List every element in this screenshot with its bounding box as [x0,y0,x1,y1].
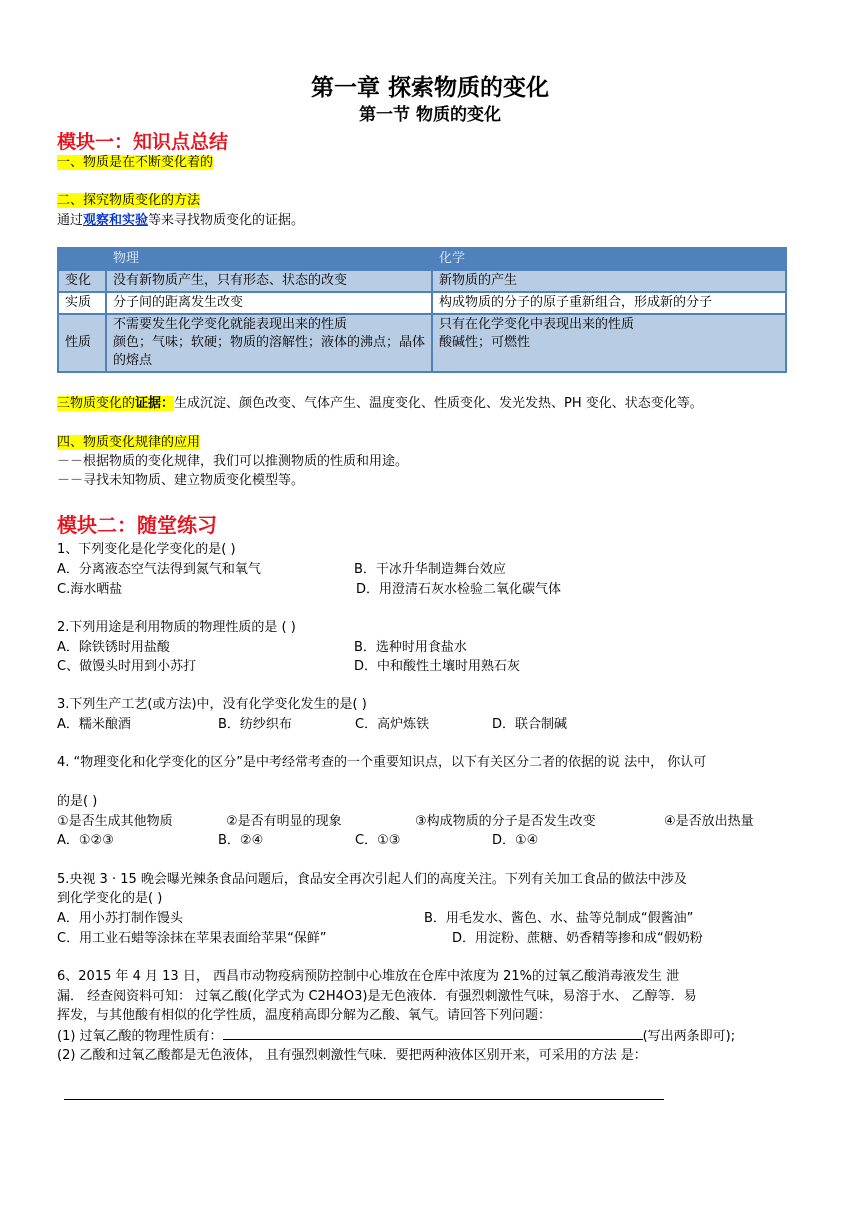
q4-option-a: A．①②③ [57,833,114,848]
module1-section1 [57,154,213,172]
chapter-title: 第一章 探索物质的变化 [310,75,549,101]
q3-stem: 3.下列生产工艺(或方法)中，没有化学变化发生的是( ) [57,697,367,712]
table-cell: 分子间的距离发生改变 [106,292,432,314]
q6-part1 [57,1026,735,1047]
q4-option-c: C．①③ [355,833,401,848]
q6-part1-answer-blank[interactable] [223,1026,643,1040]
q2-option-d: D．中和酸性土壤时用熟石灰 [354,659,521,674]
knowledge-table [57,247,787,373]
q4-criterion-2: ②是否有明显的现象 [226,814,342,829]
table-cell: 新物质的产生 [432,270,786,292]
q3-option-a: A．糯米酿酒 [57,717,131,732]
q5-option-b: B．用毛发水、酱色、水、盐等兑制成“假酱油” [424,911,694,926]
module1-heading: 模块一：知识点总结 [57,131,229,153]
q2-option-c: C、做馒头时用到小苏打 [57,659,197,674]
q1-option-c: C.海水晒盐 [57,582,123,597]
q3-option-d: D．联合制碱 [492,717,568,732]
table-row-label: 性质 [58,314,106,372]
table-row [58,292,786,314]
section3-line [57,395,703,413]
section2-text [57,212,304,230]
q1-stem: 1、下列变化是化学变化的是( ) [57,542,236,557]
q4-option-b: B．②④ [218,833,264,848]
q5-option-c: C．用工业石蜡等涂抹在苹果表面给苹果“保鲜” [57,931,327,946]
q3-option-c: C．高炉炼铁 [355,717,430,732]
table-header-cell: 物理 [106,248,432,270]
q1-option-d: D．用澄清石灰水检验二氧化碳气体 [356,582,562,597]
module2-heading: 模块二：随堂练习 [57,513,217,537]
q1-option-b: B．干冰升华制造舞台效应 [354,562,506,577]
q6-part1-prompt: (1) 过氧乙酸的物理性质有： [57,1029,223,1044]
table-row-label: 实质 [58,292,106,314]
q4-criterion-4: ④是否放出热量 [664,814,754,829]
q2-option-b: B．选种时用食盐水 [354,640,467,655]
q4-stem-cont: 的是( ) [57,794,98,809]
table-row [58,314,786,372]
table-header-row [58,248,786,270]
section3-text: 生成沉淀、颜色改变、气体产生、温度变化、性质变化、发光发热、PH 变化、状态变化等。 [174,396,703,411]
module1-section4 [57,434,200,452]
table-row-label: 变化 [58,270,106,292]
section3-bold: 证据： [135,396,175,411]
q1-option-a: A．分离液态空气法得到氮气和氧气 [57,562,261,577]
q5-stem: 5.央视 3 · 15 晚会曝光辣条食品问题后，食品安全再次引起人们的高度关注。下列有关加工食品的做法中涉及 [57,872,687,887]
q6-line2: 漏． 经查阅资料可知： 过氧乙酸(化学式为 C2H4O3)是无色液体．有强烈刺激性气味，易溶于水、 乙醇等．易 [57,989,697,1004]
section1-highlight: 一、物质是在不断变化着的 [57,155,214,170]
q6-part2: (2) 乙酸和过氧乙酸都是无色液体， 且有强烈刺激性气味．要把两种液体区别开来，可采用的方法 是： [57,1048,647,1063]
section4-line2: －－寻找未知物质、建立物质变化模型等。 [57,473,305,488]
table-header-cell [58,248,106,270]
q6-line3: 挥发，与其他酸有相似的化学性质，温度稍高即分解为乙酸、氧气。请回答下列问题： [57,1008,552,1023]
section4-line1: －－根据物质的变化规律，我们可以推测物质的性质和用途。 [57,454,409,469]
section4-highlight: 四、物质变化规律的应用 [57,435,201,450]
q4-stem: 4. “物理变化和化学变化的区分”是中考经常考查的一个重要知识点，以下有关区分二者的依据的说 法中， 你认可 [57,755,707,770]
table-header-cell: 化学 [432,248,786,270]
q6-part1-suffix: (写出两条即可); [642,1029,736,1044]
section2-text-pre: 通过 [57,213,84,228]
section2-highlight: 二、探究物质变化的方法 [57,193,201,208]
module1-section2 [57,192,200,210]
q2-option-a: A．除铁锈时用盐酸 [57,640,170,655]
section3-highlight [57,396,174,411]
q6-line1: 6、2015 年 4 月 13 日， 西昌市动物疫病预防控制中心堆放在仓库中浓度为 21%的过氧乙酸消毒液发生 泄 [57,969,680,984]
section2-text-post: 等来寻找物质变化的证据。 [148,213,305,228]
q5-stem-cont: 到化学变化的是( ) [57,891,163,906]
q3-option-b: B．纺纱织布 [218,717,292,732]
q5-option-d: D．用淀粉、蔗糖、奶香精等掺和成“假奶粉 [452,931,703,946]
table-cell: 只有在化学变化中表现出来的性质 酸碱性；可燃性 [432,314,786,372]
observe-experiment-link[interactable]: 观察和实验 [83,213,149,228]
table-cell: 不需要发生化学变化就能表现出来的性质 颜色；气味；软硬；物质的溶解性；液体的沸点；晶体的熔点 [106,314,432,372]
q4-criterion-3: ③构成物质的分子是否发生改变 [415,814,596,829]
section-title: 第一节 物质的变化 [359,105,501,125]
q4-option-d: D．①④ [492,833,539,848]
table-row [58,270,786,292]
table-cell: 构成物质的分子的原子重新组合，形成新的分子 [432,292,786,314]
q5-option-a: A．用小苏打制作馒头 [57,911,183,926]
q4-criterion-1: ①是否生成其他物质 [57,814,173,829]
q6-part2-answer-line[interactable] [64,1099,664,1100]
section3-head: 三物质变化的 [57,396,136,411]
table-cell: 没有新物质产生，只有形态、状态的改变 [106,270,432,292]
q2-stem: 2.下列用途是利用物质的物理性质的是 ( ) [57,620,296,635]
